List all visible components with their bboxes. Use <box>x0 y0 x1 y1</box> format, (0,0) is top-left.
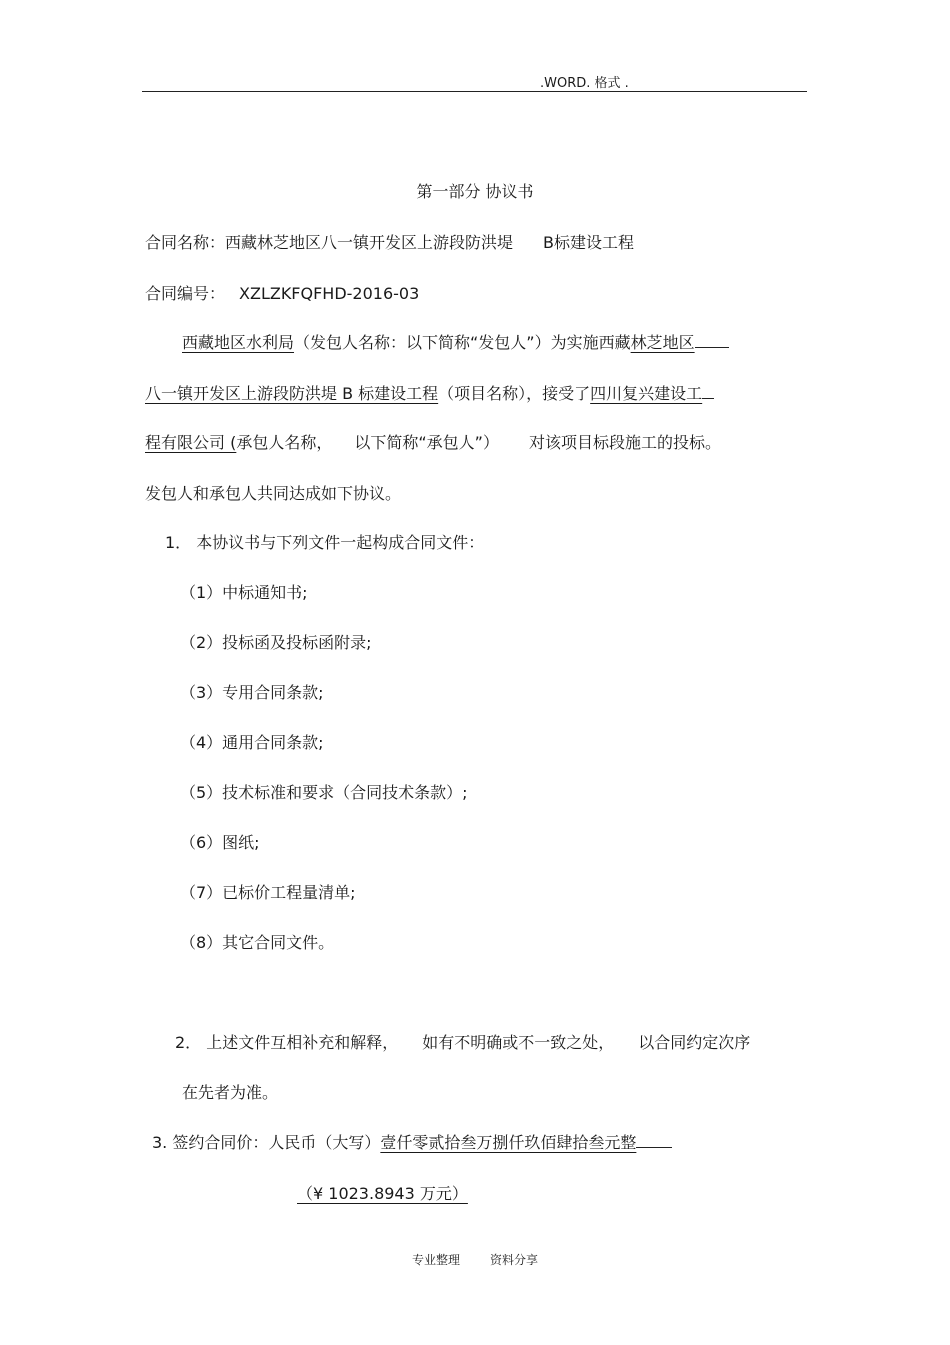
contractor-name-part-1: 四川复兴建设工 <box>590 384 703 403</box>
clause-1: 1． 本协议书与下列文件一起构成合同文件： <box>165 533 485 552</box>
intro-line-3-b: 以下简称“承包人”） <box>354 433 499 452</box>
blank-fill <box>695 331 729 348</box>
intro-line-2-mid: （项目名称），接受了 <box>438 384 591 403</box>
intro-line-3-c: 对该项目标段施工的投标。 <box>528 433 721 452</box>
blank-fill <box>702 382 714 399</box>
intro-line-1 <box>182 330 729 353</box>
page-header: .WORD. 格式 . <box>540 76 629 91</box>
contractor-name-part-2: 程有限公司 ( <box>145 433 237 452</box>
contract-no-line <box>145 281 419 304</box>
intro-line-3-a: 承包人名称， <box>236 433 333 452</box>
clause-2-line-2: 在先者为准。 <box>182 1083 279 1102</box>
employer-name: 西藏地区水利局 <box>182 333 295 352</box>
intro-line-2 <box>145 381 714 404</box>
clause-2-c: 以合同约定次序 <box>638 1033 751 1052</box>
footer-left: 专业整理 <box>411 1253 460 1267</box>
clause-1-item: （7）已标价工程量清单; <box>180 883 356 902</box>
contract-name-label: 合同名称： <box>145 233 226 252</box>
clause-2-a: 2． 上述文件互相补充和解释， <box>175 1033 399 1052</box>
project-name-part-1: 林芝地区 <box>630 333 695 352</box>
clause-2-line-1 <box>175 1030 750 1053</box>
clause-1-item: （2）投标函及投标函附录; <box>180 633 372 652</box>
clause-3-label: 3. 签约合同价：人民币（大写） <box>152 1133 381 1152</box>
amount-in-words: 壹仟零贰拾叁万捌仟玖佰肆拾叁元整 <box>380 1133 637 1152</box>
contract-no-label: 合同编号： <box>145 284 226 303</box>
clause-1-item: （3）专用合同条款; <box>180 683 324 702</box>
contract-no-value: XZLZKFQFHD-2016-03 <box>239 284 420 303</box>
page-footer <box>0 1251 950 1268</box>
intro-line-4: 发包人和承包人共同达成如下协议。 <box>145 484 402 503</box>
clause-1-item: （4）通用合同条款; <box>180 733 324 752</box>
clause-3-line-2 <box>297 1181 468 1204</box>
footer-right: 资料分享 <box>490 1253 539 1267</box>
clause-1-item: （6）图纸; <box>180 833 260 852</box>
contract-name-value-a: 西藏林芝地区八一镇开发区上游段防洪堤 <box>225 233 514 252</box>
contract-name-value-b: B标建设工程 <box>543 233 635 252</box>
contract-name-line <box>145 230 634 253</box>
clause-1-item: （1）中标通知书; <box>180 583 308 602</box>
blank-fill <box>636 1131 672 1148</box>
section-title: 第一部分 协议书 <box>416 182 534 201</box>
intro-line-1-mid: （发包人名称：以下简称“发包人”）为实施西藏 <box>294 333 631 352</box>
clause-1-item: （8）其它合同文件。 <box>180 933 335 952</box>
clause-1-item: （5）技术标准和要求（合同技术条款）; <box>180 783 468 802</box>
amount-in-figures: （¥ 1023.8943 万元） <box>297 1184 468 1203</box>
project-name-part-2: 八一镇开发区上游段防洪堤 B 标建设工程 <box>145 384 439 403</box>
clause-3-line-1 <box>152 1130 672 1153</box>
clause-2-b: 如有不明确或不一致之处， <box>422 1033 615 1052</box>
header-rule <box>142 91 807 92</box>
intro-line-3 <box>145 430 721 453</box>
